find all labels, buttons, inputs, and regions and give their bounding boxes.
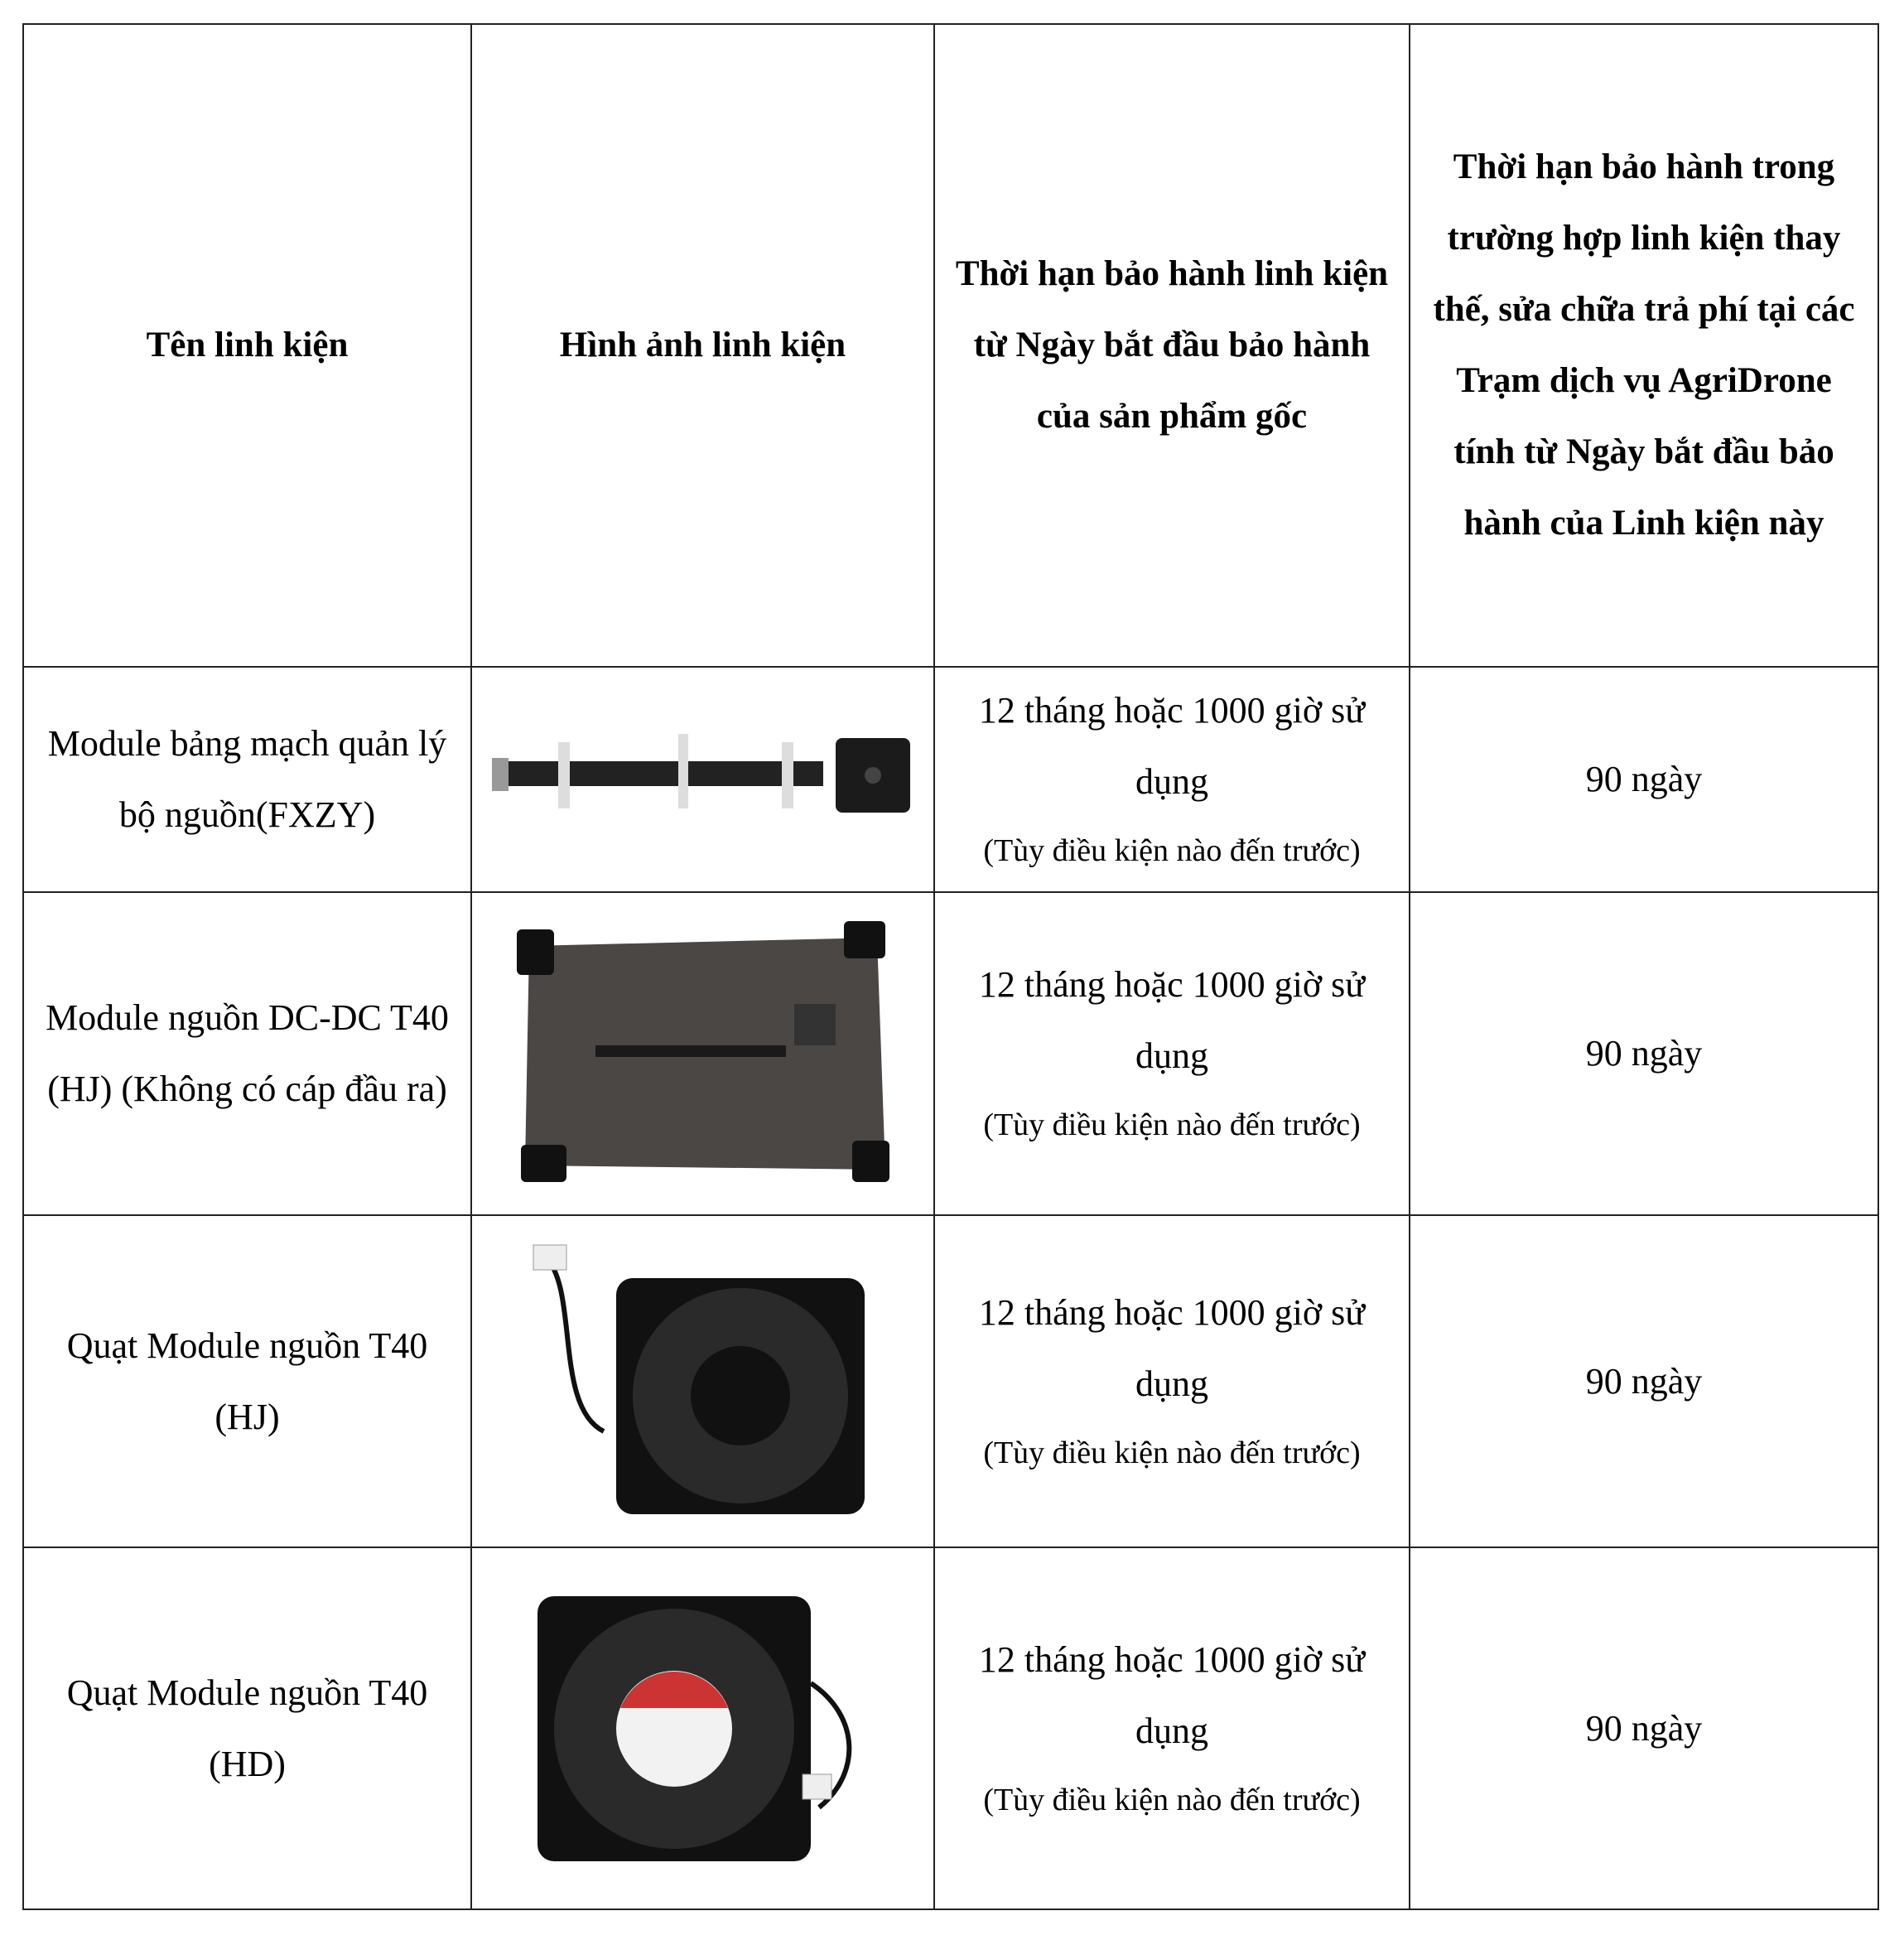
part-name: Module bảng mạch quản lý bộ nguồn(FXZY) [23,667,471,892]
warranty-original [934,1547,1410,1909]
part-name: Module nguồn DC-DC T40 (HJ) (Không có cáp đầu ra) [23,892,471,1215]
warranty-note: (Tùy điều kiện nào đến trước) [983,1107,1361,1142]
table-row [23,1215,1878,1547]
circuit-board-cable-image [492,730,914,829]
cooling-fan-image [529,1241,877,1522]
cooling-fan-labeled-image [529,1592,877,1865]
part-image-cell [471,667,934,892]
warranty-original [934,1215,1410,1547]
part-name: Quạt Module nguồn T40 (HJ) [23,1215,471,1547]
table-row [23,892,1878,1215]
header-name: Tên linh kiện [23,24,471,667]
part-name: Quạt Module nguồn T40 (HD) [23,1547,471,1909]
warranty-replacement: 90 ngày [1410,1547,1878,1909]
warranty-replacement: 90 ngày [1410,1215,1878,1547]
header-warranty-replacement: Thời hạn bảo hành trong trường hợp linh kiện thay thế, sửa chữa trả phí tại các Trạm dịch vụ AgriDrone tính từ Ngày bắt đầu bảo hành của Linh kiện này [1410,24,1878,667]
warranty-table [22,23,1879,1910]
warranty-main: 12 tháng hoặc 1000 giờ sử dụng [978,690,1366,802]
power-module-plate-image [513,921,894,1186]
warranty-original [934,892,1410,1215]
warranty-replacement: 90 ngày [1410,892,1878,1215]
table-row [23,1547,1878,1909]
warranty-note: (Tùy điều kiện nào đến trước) [983,1435,1361,1470]
part-image-cell [471,1215,934,1547]
header-image: Hình ảnh linh kiện [471,24,934,667]
warranty-original [934,667,1410,892]
warranty-replacement: 90 ngày [1410,667,1878,892]
warranty-note: (Tùy điều kiện nào đến trước) [983,833,1361,868]
warranty-main: 12 tháng hoặc 1000 giờ sử dụng [978,1291,1366,1404]
warranty-note: (Tùy điều kiện nào đến trước) [983,1782,1361,1817]
header-warranty-original: Thời hạn bảo hành linh kiện từ Ngày bắt đầu bảo hành của sản phẩm gốc [934,24,1410,667]
warranty-main: 12 tháng hoặc 1000 giờ sử dụng [978,964,1366,1076]
part-image-cell [471,1547,934,1909]
table-row [23,667,1878,892]
header-row [23,24,1878,667]
warranty-main: 12 tháng hoặc 1000 giờ sử dụng [978,1638,1366,1751]
part-image-cell [471,892,934,1215]
